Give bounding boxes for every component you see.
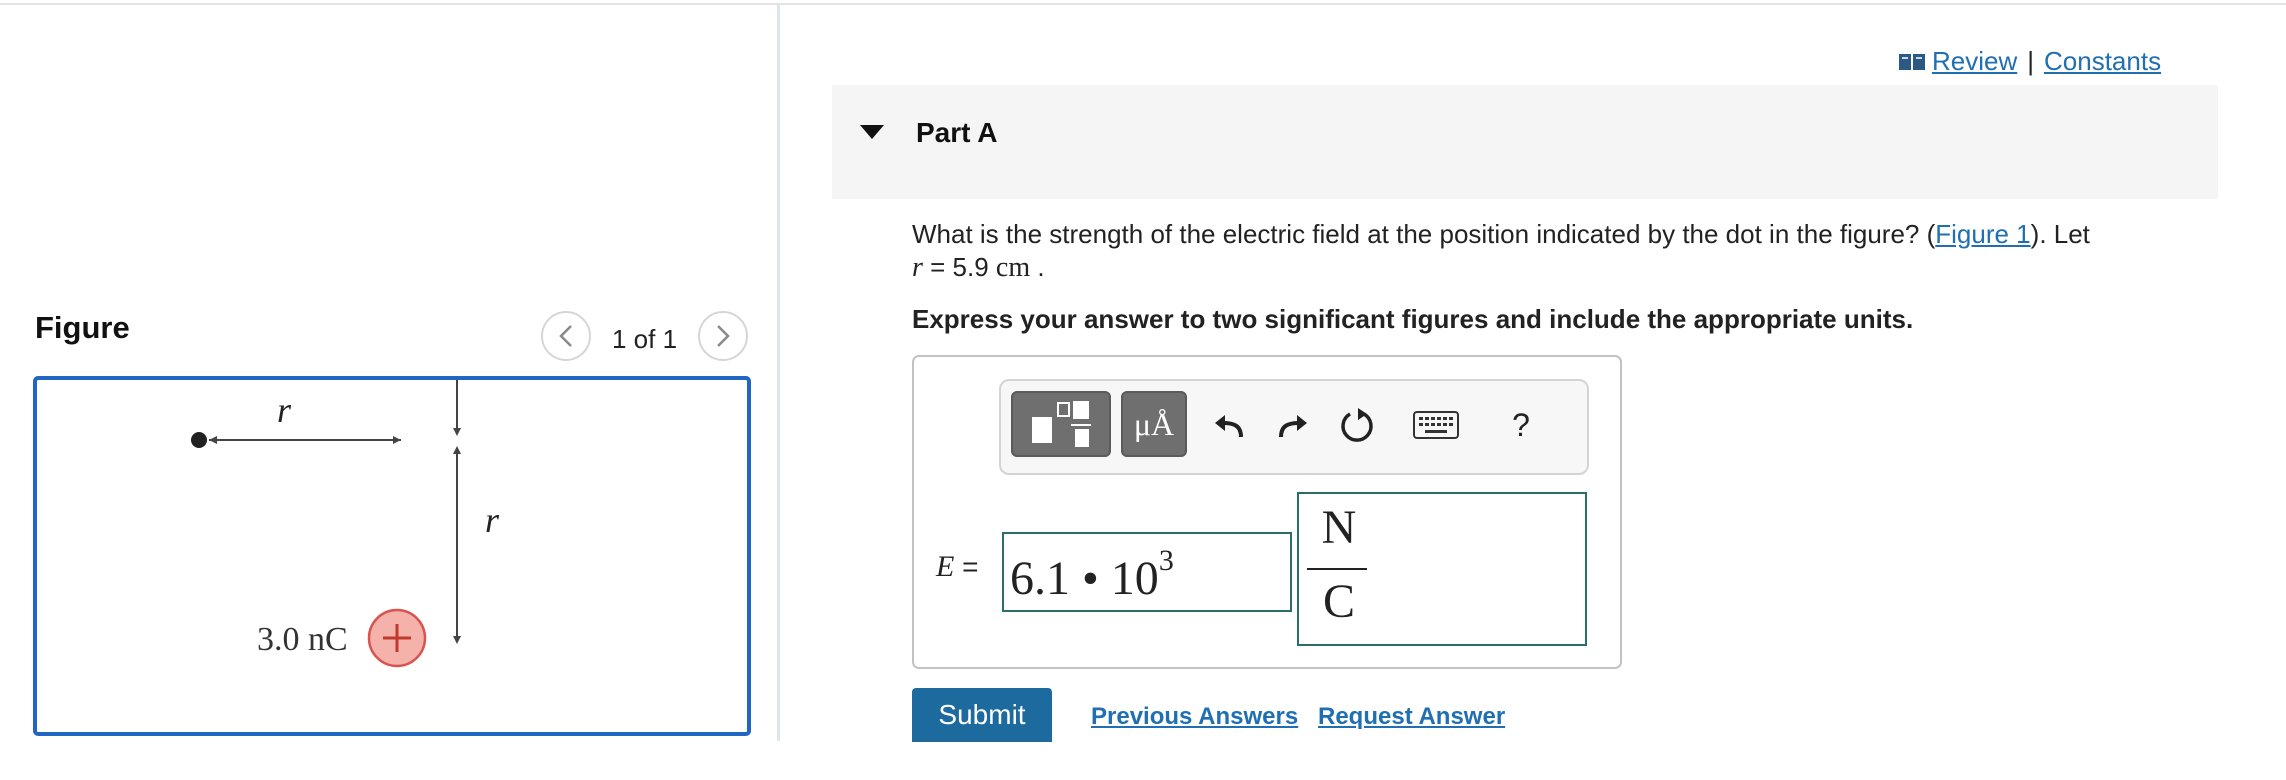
- keyboard-icon: [1413, 411, 1459, 439]
- review-link[interactable]: Review: [1932, 46, 2018, 76]
- part-title: Part A: [916, 117, 998, 148]
- figure-prev-button[interactable]: [541, 311, 591, 361]
- figure-page-counter: 1 of 1: [612, 324, 678, 354]
- figure-title: Figure: [35, 310, 130, 345]
- chevron-left-icon: [557, 323, 575, 349]
- redo-button[interactable]: [1273, 405, 1313, 445]
- units-button[interactable]: μÅ: [1121, 391, 1187, 457]
- unit-denominator: C: [1322, 575, 1355, 628]
- undo-icon: [1211, 407, 1247, 443]
- header-separator: |: [2027, 46, 2035, 76]
- chevron-right-icon: [714, 323, 732, 349]
- question-text-start: What is the strength of the electric field at the position indicated by the dot in the figure? (: [912, 219, 1936, 249]
- answer-equals: =: [954, 551, 979, 582]
- templates-button[interactable]: [1011, 391, 1111, 457]
- redo-icon: [1275, 407, 1311, 443]
- submit-button[interactable]: Submit: [912, 688, 1052, 742]
- figure-box: [33, 376, 751, 736]
- answer-exponent: 3: [1158, 544, 1174, 577]
- undo-button[interactable]: [1209, 405, 1249, 445]
- charge-label: 3.0 nC: [257, 621, 348, 658]
- constants-link[interactable]: Constants: [2044, 46, 2162, 76]
- unit-numerator: N: [1321, 501, 1357, 554]
- question-text: [912, 218, 2192, 284]
- question-variable: r: [912, 252, 923, 283]
- help-button[interactable]: ?: [1512, 406, 1530, 443]
- question-period: .: [1030, 252, 1045, 282]
- top-rule: [0, 3, 2286, 5]
- caret-down-icon[interactable]: [860, 125, 884, 139]
- question-text-end: ). Let: [2030, 219, 2090, 249]
- label-r-vertical: r: [485, 500, 500, 540]
- previous-answers-link[interactable]: Previous Answers: [1091, 703, 1299, 730]
- reset-icon: [1338, 406, 1376, 444]
- answer-box: [912, 355, 1622, 669]
- book-icon: [1898, 52, 1926, 72]
- label-r-horizontal: r: [277, 390, 292, 430]
- figure-diagram: [37, 380, 747, 732]
- question-value: = 5.9: [922, 252, 996, 282]
- answer-label: [936, 550, 978, 584]
- request-answer-link[interactable]: Request Answer: [1318, 703, 1506, 730]
- keyboard-button[interactable]: [1411, 405, 1461, 445]
- reset-button[interactable]: [1337, 405, 1377, 445]
- answer-unit-input[interactable]: [1297, 492, 1587, 646]
- fraction-bar: [1307, 568, 1367, 570]
- header-links: [1898, 46, 2161, 77]
- templates-icon: [1026, 397, 1096, 451]
- question-unit: cm: [995, 252, 1031, 283]
- field-point-dot: [191, 432, 207, 448]
- math-toolbar: [999, 379, 1589, 475]
- answer-value-input[interactable]: [1002, 532, 1292, 612]
- figure-next-button[interactable]: [698, 311, 748, 361]
- figure-link[interactable]: Figure 1: [1935, 219, 2031, 249]
- instruction-text: Express your answer to two significant figures and include the appropriate units.: [912, 304, 1914, 334]
- part-header[interactable]: [832, 85, 2218, 199]
- panel-divider: [777, 5, 780, 741]
- answer-variable: E: [936, 550, 955, 583]
- answer-mantissa: 6.1 • 10: [1010, 552, 1159, 605]
